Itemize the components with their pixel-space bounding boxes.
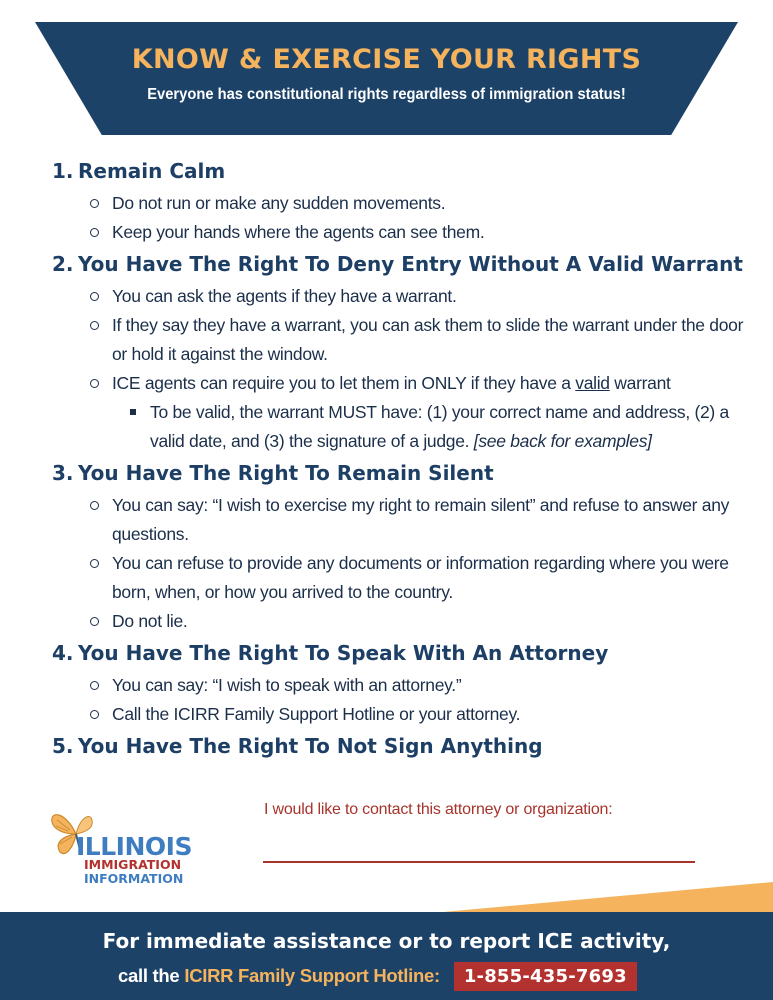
list-item: You can say: “I wish to exercise my right to remain silent” and refuse to answer any questions. [90,491,752,549]
list-item-text: warrant [609,373,671,393]
section-number: 1. [52,159,74,183]
list-item: Do not lie. [90,607,752,636]
sub-bullets [130,398,752,456]
section-heading-5 [52,731,752,762]
section-number: 4. [52,641,74,665]
contact-label: I would like to contact this attorney or organization: [264,801,613,818]
section-heading-4 [52,638,752,669]
illinois-immigration-logo [48,808,208,888]
footer-call-text: call the [118,965,180,986]
section-title: You Have The Right To Speak With An Attorney [78,641,609,665]
list-item: Do not run or make any sudden movements. [90,189,752,218]
section-2-bullets [90,282,752,456]
footer-assistance-text: For immediate assistance or to report ICE activity, [102,929,671,953]
list-item: You can refuse to provide any documents or information regarding where you were born, when, or how you arrived to the country. [90,549,752,607]
section-1-bullets [90,189,752,247]
hotline-phone-number[interactable]: 1-855-435-7693 [454,962,637,991]
list-item [90,369,752,456]
section-title: Remain Calm [78,159,226,183]
list-item: If they say they have a warrant, you can ask them to slide the warrant under the door or hold it against the window. [90,311,752,369]
list-item-text: ICE agents can require you to let them in ONLY if they have a [112,373,576,393]
footer-hotline-name: ICIRR Family Support Hotline: [184,965,440,986]
logo-text-illinois: ILLINOIS [76,832,192,861]
section-title: You Have The Right To Not Sign Anything [78,734,543,758]
page-subtitle: Everyone has constitutional rights regardless of immigration status! [147,86,626,103]
footer-hotline-row [118,960,637,992]
section-heading-2 [52,249,752,280]
page-title: KNOW & EXERCISE YOUR RIGHTS [131,44,642,75]
logo-text-immigration: IMMIGRATION [84,857,182,872]
section-3-bullets [90,491,752,636]
section-title: You Have The Right To Deny Entry Without A Valid Warrant [78,252,743,276]
rights-list [52,156,752,762]
header-banner [35,22,738,135]
section-number: 5. [52,734,74,758]
see-back-note: [see back for examples] [473,431,652,451]
footer-banner [0,912,773,1000]
section-title: You Have The Right To Remain Silent [78,461,494,485]
list-item: You can ask the agents if they have a warrant. [90,282,752,311]
sub-list-item-text: To be valid, the warrant MUST have: (1) your correct name and address, (2) a valid date, and (3) the signature of a judge. [150,402,729,451]
section-number: 3. [52,461,74,485]
underlined-word: valid [575,373,610,393]
section-number: 2. [52,252,74,276]
sub-list-item [130,398,752,456]
section-heading-3 [52,458,752,489]
section-heading-1 [52,156,752,187]
section-4-bullets [90,671,752,729]
list-item: Keep your hands where the agents can see them. [90,218,752,247]
list-item: Call the ICIRR Family Support Hotline or your attorney. [90,700,752,729]
contact-write-line [263,861,695,863]
list-item: You can say: “I wish to speak with an attorney.” [90,671,752,700]
logo-text-information: INFORMATION [84,871,184,886]
